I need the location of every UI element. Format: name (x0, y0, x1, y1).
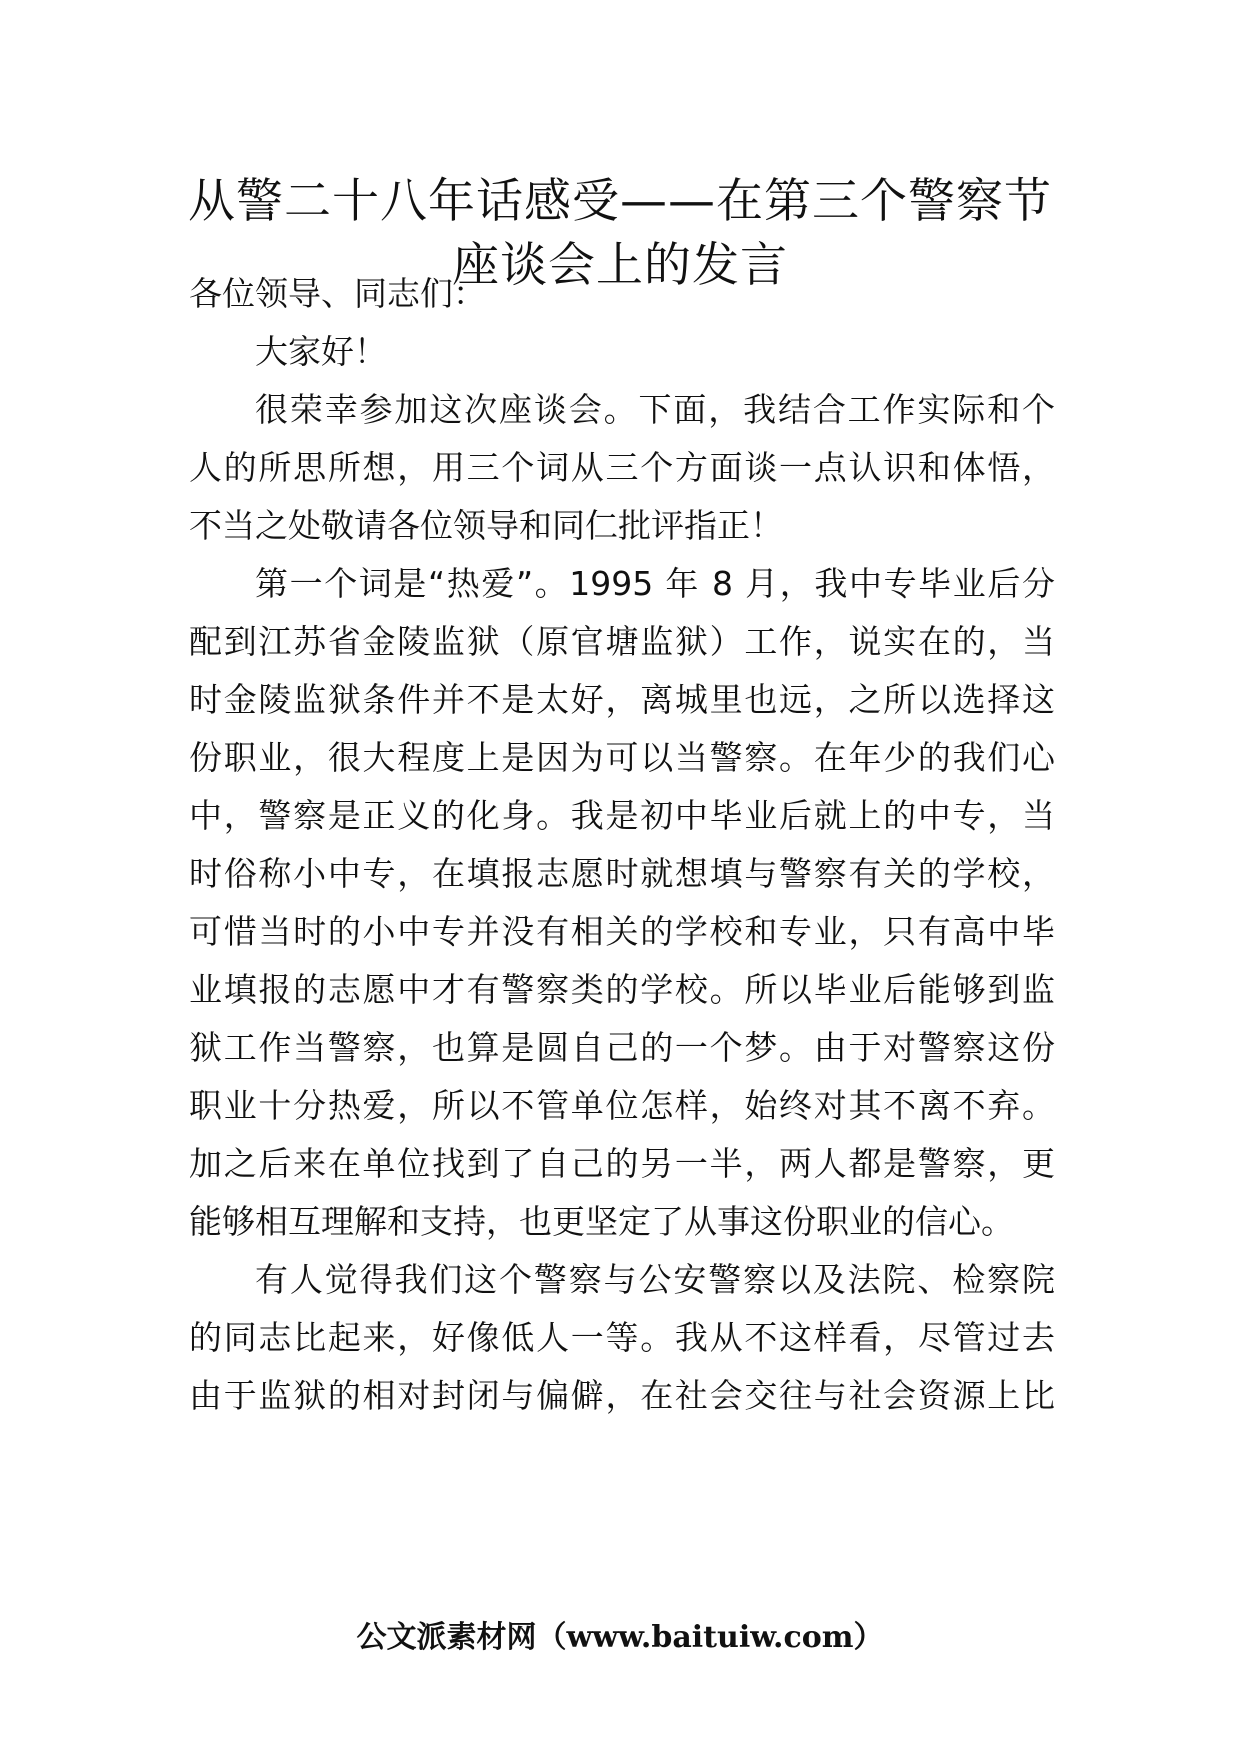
body-line: 很荣幸参加这次座谈会。下面，我结合工作实际和个 (255, 390, 1055, 429)
body-line: 加之后来在单位找到了自己的另一半，两人都是警察，更 (189, 1144, 1055, 1183)
body-line: 人的所思所想，用三个词从三个方面谈一点认识和体悟， (189, 448, 1055, 487)
body-line: 中，警察是正义的化身。我是初中毕业后就上的中专，当 (189, 796, 1055, 835)
body-line: 狱工作当警察，也算是圆自己的一个梦。由于对警察这份 (189, 1028, 1055, 1067)
salutation: 各位领导、同志们： (189, 274, 486, 313)
document-title-line-2: 座谈会上的发言 (452, 238, 788, 293)
body-line: 的同志比起来，好像低人一等。我从不这样看，尽管过去 (189, 1318, 1055, 1357)
body-line: 业填报的志愿中才有警察类的学校。所以毕业后能够到监 (189, 970, 1055, 1009)
body-line: 不当之处敬请各位领导和同仁批评指正！ (189, 506, 783, 545)
body-line: 配到江苏省金陵监狱（原官塘监狱）工作，说实在的，当 (189, 622, 1055, 661)
body-line: 份职业，很大程度上是因为可以当警察。在年少的我们心 (189, 738, 1055, 777)
body-line: 职业十分热爱，所以不管单位怎样，始终对其不离不弃。 (189, 1086, 1055, 1125)
greeting: 大家好！ (255, 332, 387, 371)
body-line: 时俗称小中专，在填报志愿时就想填与警察有关的学校， (189, 854, 1055, 893)
body-line: 时金陵监狱条件并不是太好，离城里也远，之所以选择这 (189, 680, 1055, 719)
document-title-line-1: 从警二十八年话感受——在第三个警察节 (188, 174, 1052, 229)
body-line: 由于监狱的相对封闭与偏僻，在社会交往与社会资源上比 (189, 1376, 1055, 1415)
body-line: 可惜当时的小中专并没有相关的学校和专业，只有高中毕 (189, 912, 1055, 951)
page-footer: 公文派素材网（www.baituiw.com） (356, 1620, 884, 1655)
body-line: 有人觉得我们这个警察与公安警察以及法院、检察院 (255, 1260, 1055, 1299)
body-line: 第一个词是“热爱”。1995 年 8 月，我中专毕业后分 (255, 564, 1055, 603)
body-line: 能够相互理解和支持，也更坚定了从事这份职业的信心。 (189, 1202, 1014, 1241)
